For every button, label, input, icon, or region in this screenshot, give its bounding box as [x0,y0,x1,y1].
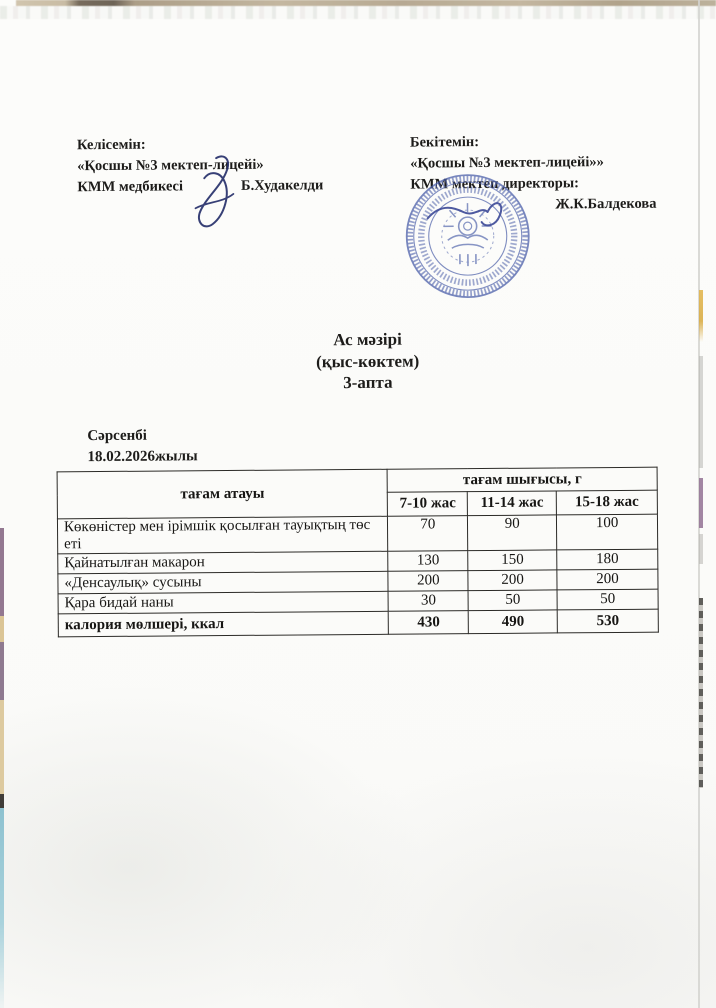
agreement-label: Келісемін: [76,136,146,154]
nurse-signature-icon [186,151,239,233]
dish-name-cell: «Денсаулық» сусыны [58,571,389,594]
portion-cell: 50 [468,590,557,611]
age-header-7-10: 7-10 жас [388,492,468,517]
calories-value-cell: 530 [557,609,658,633]
portion-cell: 30 [388,591,468,612]
portion-cell: 130 [388,551,468,572]
menu-title-line1: Ас мәзірі [333,329,402,350]
portion-group-header: тағам шығысы, г [387,467,657,492]
portion-cell: 50 [557,589,658,610]
official-round-stamp-icon [401,170,534,303]
age-header-11-14: 11-14 жас [468,491,557,516]
age-header-15-18: 15-18 жас [556,490,657,515]
portion-cell: 180 [557,549,658,570]
portion-cell: 200 [388,571,468,592]
approval-label: Бекітемін: [409,134,480,151]
portion-cell: 100 [557,514,658,550]
portion-cell: 90 [468,515,557,551]
calories-label-cell: калория мөлшері, ккал [58,611,389,637]
school-name: «Қосшы №3 мектеп-лицейі»» [410,154,604,172]
portion-cell: 200 [557,569,658,590]
director-title: КММ мектеп директоры: [410,175,580,193]
menu-table [57,467,659,638]
portion-cell: 200 [468,570,557,591]
dish-name-cell: Қара бидай наны [58,591,389,614]
portion-cell: 70 [388,516,468,552]
table-row [57,514,657,554]
menu-title [20,326,714,396]
menu-title-line3: 3-апта [343,372,393,393]
day-date-block [87,425,198,468]
nurse-title: КММ медбикесі [77,178,184,196]
school-name: «Қосшы №3 мектеп-лицейі» [77,156,264,175]
calories-value-cell: 430 [389,611,469,635]
director-name: Ж.К.Балдекова [555,195,657,213]
portion-cell: 150 [468,550,557,571]
date-label: 18.02.2026жылы [87,448,198,466]
nurse-name: Б.Худакелди [240,177,324,194]
dish-name-cell: Көкөністер мен ірімшік қосылған тауықтың төс еті [57,516,388,554]
menu-title-line2: (қыс-көктем) [316,351,420,371]
calories-total-row [58,609,658,637]
dish-name-header: тағам атауы [57,469,388,519]
calories-value-cell: 490 [468,610,557,634]
weekday-label: Сәрсенбі [87,427,148,445]
dish-name-cell: Қайнатылған макарон [58,551,389,574]
